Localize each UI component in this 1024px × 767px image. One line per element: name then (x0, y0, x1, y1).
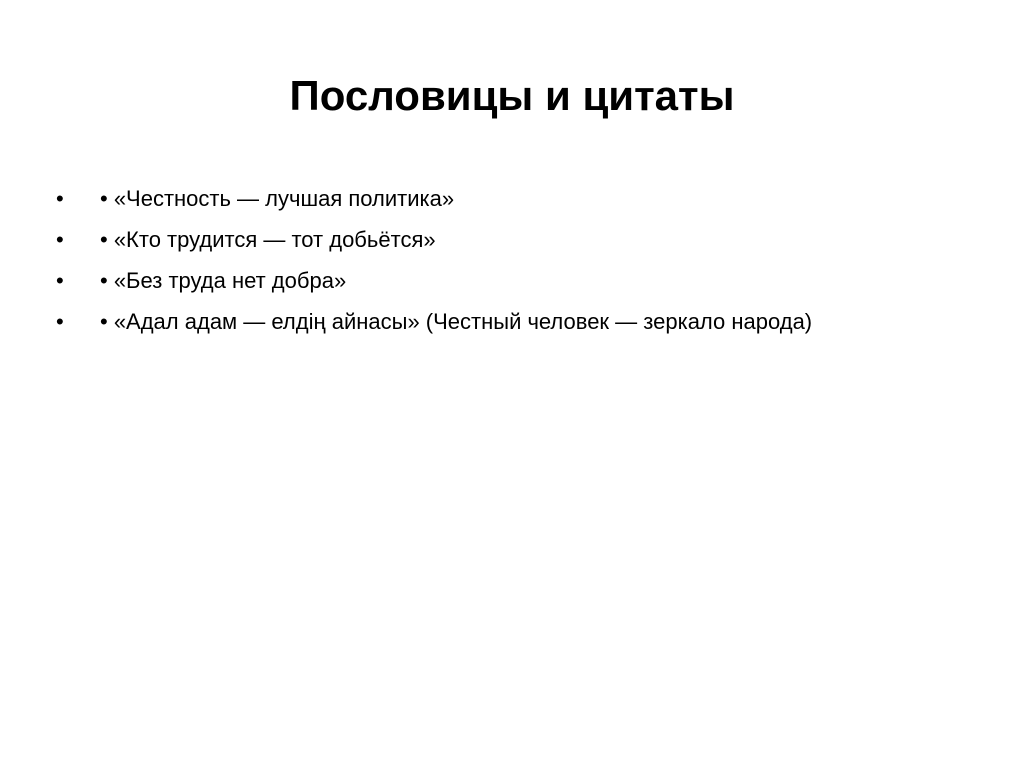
bullet-marker: • (56, 268, 64, 293)
list-item (56, 260, 812, 301)
slide-title: Пословицы и цитаты (289, 72, 735, 119)
bullet-marker: • (56, 227, 64, 252)
list-item (56, 178, 812, 219)
bullet-marker: • (56, 309, 64, 334)
list-item (56, 301, 812, 342)
bullet-marker: • (56, 186, 64, 211)
list-item-text: • «Без труда нет добра» (100, 268, 347, 293)
list-item-text: • «Кто трудится — тот добьётся» (100, 227, 436, 252)
list-item (56, 219, 812, 260)
list-item-text: • «Честность — лучшая политика» (100, 186, 455, 211)
list-item-text: • «Адал адам — елдің айнасы» (Честный человек — зеркало народа) (100, 309, 813, 334)
bullet-list (56, 178, 812, 342)
